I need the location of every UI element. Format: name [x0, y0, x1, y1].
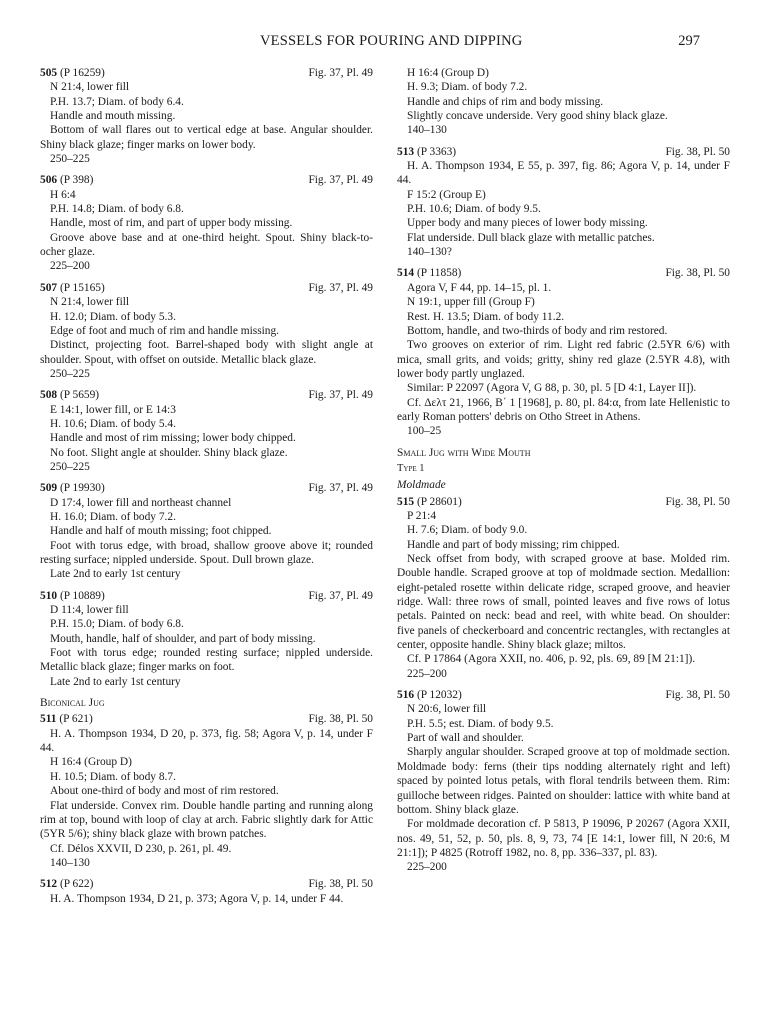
entry-number: 506 [40, 174, 58, 187]
findspot: H 16:4 (Group D) [407, 67, 489, 79]
section-heading: Small Jug with Wide Mouth [397, 446, 531, 459]
condition: Handle and mouth missing. [50, 110, 176, 123]
description: Flat underside. Dull black glaze with metallic patches. [407, 231, 655, 244]
dimensions: P.H. 14.8; Diam. of body 6.8. [50, 203, 184, 216]
findspot: N 21:4, lower fill [50, 81, 130, 94]
dimensions: P.H. 5.5; est. Diam. of body 9.5. [407, 717, 554, 730]
inventory-number: (P 3363) [416, 145, 457, 158]
description: Distinct, projecting foot. Barrel-shaped body with slight angle at shoulder. Spout, with offset on outside. Metallic black glaze. [40, 339, 373, 366]
entry-number: 507 [40, 281, 58, 294]
running-title: VESSELS FOR POURING AND DIPPING [260, 33, 523, 49]
catalog-entry-508 [40, 388, 373, 474]
catalog-entry-507 [40, 281, 373, 381]
inventory-number: (P 16259) [59, 67, 105, 79]
description: Groove above base and at one-third height. Spout. Shiny black-to-ocher glaze. [40, 231, 373, 259]
findspot: N 21:4, lower fill [50, 296, 130, 309]
similar-note: Similar: P 22097 (Agora V, G 88, p. 30, pl. 5 [D 4:1, Layer II]). [407, 382, 697, 395]
section-heading: Biconical Jug [40, 697, 105, 710]
description: Flat underside. Convex rim. Double handle parting and running along rim at top, bound with loop of clay at arch. Fabric slightly dark for Attic (5YR 5/6); shiny black glaze with brown patches. [40, 799, 373, 841]
description: Neck offset from body, with scraped groove at base. Molded rim. Double handle. Scraped groove at top of moldmade section. Medallion: eight-petaled rosette within delicate ridge, scraped groove, and heavier ridge. Wall: three rows of small, pointed leaves and five rows of lotus petals. Painted on neck: bead and reel, with white bead. On shoulder: five panels of checkerboard and concentric rectangles, with rectangles at center, opposite handle. Shiny black glaze; miltos. [397, 553, 730, 652]
findspot: E 14:1, lower fill, or E 14:3 [50, 403, 176, 416]
comparanda: Cf. Δελτ 21, 1966, Β΄ 1 [1968], p. 80, pl. 84:α, from late Hellenistic to early Roman potters' debris on Otho Street in Athens. [397, 396, 730, 423]
condition: Handle and chips of rim and body missing. [407, 95, 604, 108]
figure-reference: Fig. 37, Pl. 49 [308, 281, 373, 294]
date: Late 2nd to early 1st century [50, 568, 181, 581]
condition: Part of wall and shoulder. [407, 732, 524, 745]
description: No foot. Slight angle at shoulder. Shiny black glaze. [50, 446, 288, 459]
date: 140–130 [407, 124, 447, 137]
inventory-number: (P 398) [59, 174, 94, 187]
catalog-entry-505 [40, 66, 373, 166]
findspot: D 11:4, lower fill [50, 604, 129, 617]
date: Late 2nd to early 1st century [50, 675, 181, 688]
dimensions: P.H. 10.6; Diam. of body 9.5. [407, 203, 541, 216]
entry-number: 510 [40, 589, 58, 602]
condition: Handle, most of rim, and part of upper body missing. [50, 217, 293, 230]
date: 225–200 [407, 861, 447, 874]
figure-reference: Fig. 37, Pl. 49 [308, 67, 373, 79]
page-number: 297 [678, 33, 700, 49]
figure-reference: Fig. 38, Pl. 50 [665, 145, 730, 158]
date: 140–130 [50, 856, 90, 869]
catalog-entry-513 [397, 145, 730, 260]
entry-number: 516 [397, 689, 415, 702]
findspot: P 21:4 [407, 509, 437, 522]
condition: Handle and half of mouth missing; foot chipped. [50, 525, 272, 538]
figure-reference: Fig. 38, Pl. 50 [308, 878, 373, 891]
inventory-number: (P 11858) [416, 267, 462, 280]
figure-reference: Fig. 37, Pl. 49 [308, 389, 373, 402]
date: 250–225 [50, 153, 90, 166]
description: Bottom of wall flares out to vertical edge at base. Angular shoulder. Shiny black glaze; finger marks on lower body. [40, 124, 373, 151]
findspot: N 19:1, upper fill (Group F) [407, 296, 535, 309]
inventory-number: (P 15165) [59, 281, 105, 294]
catalog-entry-511 [40, 712, 373, 870]
figure-reference: Fig. 37, Pl. 49 [308, 482, 373, 495]
figure-reference: Fig. 38, Pl. 50 [665, 689, 730, 702]
dimensions: H. 16.0; Diam. of body 7.2. [50, 510, 176, 523]
entry-number: 511 [40, 713, 57, 726]
figure-reference: Fig. 38, Pl. 50 [665, 495, 730, 508]
condition: Mouth, handle, half of shoulder, and part of body missing. [50, 632, 316, 645]
entry-number: 514 [397, 267, 415, 280]
inventory-number: (P 622) [59, 878, 94, 891]
inventory-number: (P 19930) [59, 482, 105, 495]
page-header [0, 33, 764, 51]
condition: About one-third of body and most of rim restored. [50, 785, 279, 798]
entry-number: 508 [40, 389, 58, 402]
findspot: D 17:4, lower fill and northeast channel [50, 496, 232, 509]
left-column [40, 66, 373, 913]
catalog-entry-514 [397, 266, 730, 438]
date: 140–130? [407, 246, 452, 259]
comparanda: Cf. Délos XXVII, D 230, p. 261, pl. 49. [50, 842, 232, 855]
bibliography: H. A. Thompson 1934, D 21, p. 373; Agora V, p. 14, under F 44. [50, 892, 344, 905]
catalog-entry-512-continued [397, 66, 730, 138]
figure-reference: Fig. 37, Pl. 49 [308, 589, 373, 602]
entry-number: 515 [397, 495, 415, 508]
findspot: N 20:6, lower fill [407, 703, 487, 716]
condition: Bottom, handle, and two-thirds of body and rim restored. [407, 324, 668, 337]
catalog-entry-516 [397, 688, 730, 874]
dimensions: H. 10.5; Diam. of body 8.7. [50, 770, 176, 783]
description: Foot with torus edge, with broad, shallow groove above it; rounded resting surface; nippled underside. Spout. Dull brown glaze. [40, 539, 373, 566]
findspot: F 15:2 (Group E) [407, 188, 486, 201]
findspot: H 6:4 [50, 188, 76, 201]
entry-number: 513 [397, 145, 415, 158]
type-label: Type 1 [397, 462, 425, 474]
entry-number: 509 [40, 482, 58, 495]
description: Foot with torus edge; rounded resting surface; nippled underside. Metallic black glaze; finger marks on foot. [40, 647, 373, 674]
right-column [397, 66, 730, 882]
bibliography: Agora V, F 44, pp. 14–15, pl. 1. [407, 281, 552, 294]
description: Sharply angular shoulder. Scraped groove at top of moldmade section. Moldmade body: ferns (their tips nodding alternately right and left) spaced by pointed lotus petals, with floral tendrils between them. Rim: guilloche between ridges. Painted on shoulder: lattice with white band at bottom. Shiny black glaze. [397, 746, 730, 816]
description: Slightly concave underside. Very good shiny black glaze. [407, 110, 668, 123]
catalog-entry-509 [40, 481, 373, 581]
description: Two grooves on exterior of rim. Light red fabric (2.5YR 6/6) with mica, small grits, and voids; gritty, shiny red glaze (2.5YR 4.8), with lower body partly unglazed. [397, 339, 730, 380]
date: 225–200 [50, 260, 90, 273]
dimensions: Rest. H. 13.5; Diam. of body 11.2. [407, 310, 565, 323]
dimensions: P.H. 13.7; Diam. of body 6.4. [50, 95, 184, 108]
condition: Handle and most of rim missing; lower body chipped. [50, 432, 296, 445]
figure-reference: Fig. 38, Pl. 50 [665, 267, 730, 280]
comparanda: For moldmade decoration cf. P 5813, P 19096, P 20267 (Agora XXII, nos. 49, 51, 52, p. 50, pls. 8, 9, 73, 74 [E 14:1, lower fill, N 20:6, M 21:1]); P 4825 (Rotroff 1982, no. 8, pp. 336–337, pl. 83). [397, 818, 730, 859]
date: 250–225 [50, 460, 90, 473]
bibliography: H. A. Thompson 1934, D 20, p. 373, fig. 58; Agora V, p. 14, under F 44. [40, 727, 373, 755]
dimensions: H. 10.6; Diam. of body 5.4. [50, 417, 176, 430]
bibliography: H. A. Thompson 1934, E 55, p. 397, fig. 86; Agora V, p. 14, under F 44. [397, 160, 730, 187]
inventory-number: (P 10889) [59, 589, 105, 602]
catalog-entry-506 [40, 173, 373, 273]
comparanda: Cf. P 17864 (Agora XXII, no. 406, p. 92, pls. 69, 89 [M 21:1]). [407, 653, 696, 666]
dimensions: H. 7.6; Diam. of body 9.0. [407, 524, 528, 537]
inventory-number: (P 28601) [416, 495, 462, 508]
inventory-number: (P 621) [59, 713, 93, 726]
dimensions: P.H. 15.0; Diam. of body 6.8. [50, 618, 184, 631]
entry-number: 512 [40, 878, 58, 891]
catalog-entry-515 [397, 495, 730, 681]
catalog-entry-512 [40, 877, 373, 906]
inventory-number: (P 12032) [416, 689, 462, 702]
condition: Handle and part of body missing; rim chipped. [407, 538, 620, 551]
figure-reference: Fig. 37, Pl. 49 [308, 174, 373, 187]
dimensions: H. 9.3; Diam. of body 7.2. [407, 81, 528, 94]
condition: Edge of foot and much of rim and handle missing. [50, 324, 280, 337]
figure-reference: Fig. 38, Pl. 50 [308, 713, 373, 726]
date: 250–225 [50, 367, 90, 380]
dimensions: H. 12.0; Diam. of body 5.3. [50, 310, 176, 323]
entry-number: 505 [40, 67, 58, 79]
catalog-entry-510 [40, 589, 373, 689]
findspot: H 16:4 (Group D) [50, 756, 132, 769]
inventory-number: (P 5659) [59, 389, 100, 402]
date: 225–200 [407, 667, 447, 680]
subsection-heading: Moldmade [397, 479, 446, 492]
date: 100–25 [407, 425, 442, 438]
condition: Upper body and many pieces of lower body missing. [407, 217, 648, 230]
